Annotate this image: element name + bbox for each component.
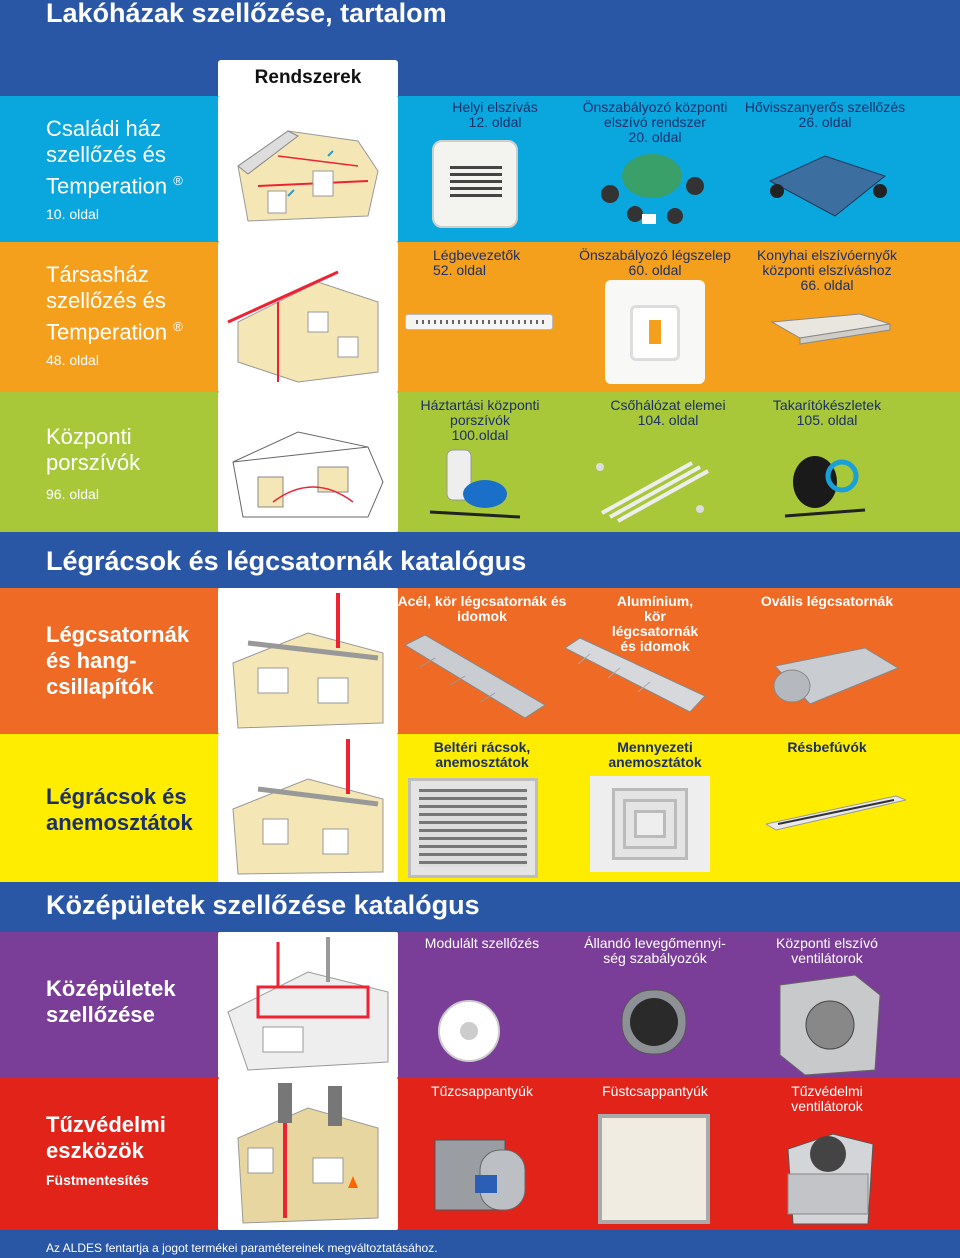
product-steel-ducts: Acél, kör légcsatornák és idomok xyxy=(397,593,567,624)
page-header xyxy=(0,0,960,60)
house-diagram-illustration xyxy=(218,96,398,242)
product-self-regulating-valve: Önszabályozó légszelep 60. oldal xyxy=(579,247,731,278)
product-constant-airflow: Állandó levegőmennyi-ség szabályozók xyxy=(584,935,726,966)
row-title: Tűzvédelmi eszközök xyxy=(46,1112,166,1163)
row-title: Családi ház szellőzés és Temperation ® xyxy=(46,116,183,199)
section-public-buildings xyxy=(0,882,960,932)
slot-diffuser-image xyxy=(766,792,906,832)
product-central-fans: Központi elszívó ventilátorok xyxy=(776,935,878,966)
row-subtitle: Füstmentesítés xyxy=(46,1172,149,1188)
public-building-diagram xyxy=(218,932,398,1078)
central-extractor-image xyxy=(590,146,710,232)
row-family-house xyxy=(0,96,960,242)
product-smoke-dampers: Füstcsappantyúk xyxy=(602,1083,708,1099)
ducts-diagram-illustration xyxy=(218,588,398,734)
pipe-network-image xyxy=(590,447,715,525)
valve-image xyxy=(605,280,705,384)
apartment-diagram-illustration xyxy=(218,242,398,392)
product-pipe-network: Csőhálózat elemei 104. oldal xyxy=(610,397,726,428)
row-page: 10. oldal xyxy=(46,206,99,222)
systems-tab xyxy=(218,60,398,96)
row-fire-safety xyxy=(0,1078,960,1230)
section-title: Középületek szellőzése katalógus xyxy=(46,890,480,920)
oval-duct-image xyxy=(770,646,900,708)
wall-grille-image xyxy=(408,778,538,878)
central-fan-image xyxy=(775,970,885,1078)
product-air-inlets: Légbevezetők 52. oldal xyxy=(433,247,521,278)
product-fire-dampers: Tűzcsappantyúk xyxy=(431,1083,533,1099)
row-title: Középületek szellőzése xyxy=(46,976,176,1027)
product-household-vacuum: Háztartási központi porszívók 100.oldal xyxy=(420,397,540,443)
ceiling-diffuser-image xyxy=(590,776,710,872)
public-building-diagram-illustration xyxy=(218,932,398,1078)
systems-tab-label: Rendszerek xyxy=(254,67,362,88)
fire-safety-diagram xyxy=(218,1078,398,1230)
footer xyxy=(0,1230,960,1258)
product-ceiling-diffusers: Mennyezeti anemosztátok xyxy=(608,739,702,770)
fire-fan-image xyxy=(778,1124,878,1228)
airflow-regulator-image xyxy=(612,980,698,1066)
footer-disclaimer: Az ALDES fentartja a jogot termékei paramétereinek megváltoztatásához. xyxy=(46,1241,438,1255)
row-apartment xyxy=(0,242,960,392)
heat-recovery-unit-image xyxy=(765,151,890,221)
cleaning-kit-image xyxy=(780,444,870,524)
row-title: Légcsatornák és hang-csillapítók xyxy=(46,622,190,699)
fire-damper-image xyxy=(420,1130,540,1230)
row-ducts xyxy=(0,588,960,734)
smoke-damper-image xyxy=(598,1114,710,1224)
product-cleaning-kit: Takarítókészletek 105. oldal xyxy=(772,397,882,428)
product-central-extraction: Önszabályozó központi elszívó rendszer 20. oldal xyxy=(582,99,728,145)
air-inlet-image xyxy=(405,314,553,330)
product-fire-fans: Tűzvédelmi ventilátorok xyxy=(791,1083,863,1114)
row-title: Központi porszívók xyxy=(46,424,141,475)
apartment-diagram xyxy=(218,242,398,392)
product-kitchen-hood: Konyhai elszívóernyők központi elszíváshoz 66. oldal xyxy=(756,247,898,293)
row-grilles xyxy=(0,734,960,882)
kitchen-hood-image xyxy=(770,312,892,346)
vacuum-unit-image xyxy=(425,442,525,522)
grilles-diagram-illustration xyxy=(218,734,398,882)
vacuum-diagram xyxy=(218,392,398,532)
product-modulated-ventilation: Modulált szellőzés xyxy=(424,935,540,951)
grilles-diagram xyxy=(218,734,398,882)
house-diagram xyxy=(218,96,398,242)
row-page: 48. oldal xyxy=(46,352,99,368)
product-indoor-grilles: Beltéri rácsok, anemosztátok xyxy=(433,739,531,770)
row-public-buildings xyxy=(0,932,960,1078)
fire-safety-diagram-illustration xyxy=(218,1078,398,1230)
product-local-extraction: Helyi elszívás 12. oldal xyxy=(452,99,538,130)
section-ducts-grilles xyxy=(0,532,960,588)
steel-duct-image xyxy=(400,630,550,720)
vacuum-diagram-illustration xyxy=(218,392,398,532)
aluminium-duct-image xyxy=(560,636,710,716)
local-extractor-image xyxy=(432,140,518,228)
page-title: Lakóházak szellőzése, tartalom xyxy=(46,0,447,28)
row-central-vacuum xyxy=(0,392,960,532)
ducts-diagram xyxy=(218,588,398,734)
row-title: Légrácsok és anemosztátok xyxy=(46,784,193,835)
product-heat-recovery: Hővisszanyerős szellőzés 26. oldal xyxy=(744,99,906,130)
row-title: Társasház szellőzés és Temperation ® xyxy=(46,262,183,345)
sensor-image xyxy=(438,1000,500,1062)
product-oval-ducts: Ovális légcsatornák xyxy=(760,593,894,609)
product-aluminium-ducts: Alumínium, kör légcsatornák és idomok xyxy=(611,593,699,654)
product-slot-diffusers: Résbefúvók xyxy=(787,739,867,755)
row-page: 96. oldal xyxy=(46,486,99,502)
section-title: Légrácsok és légcsatornák katalógus xyxy=(46,546,527,576)
